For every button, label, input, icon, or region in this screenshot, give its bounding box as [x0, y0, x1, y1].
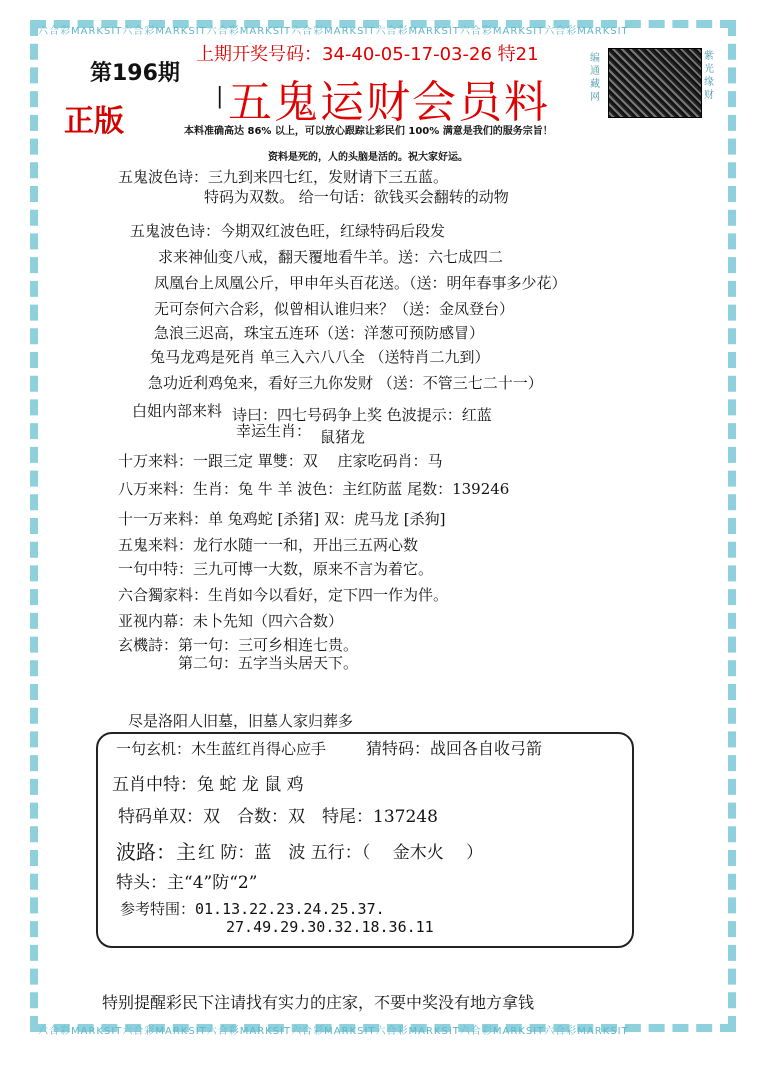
- text-line: 凤凰台上凤凰公斤，甲申年头百花送。（送：明年春事多少花）: [154, 274, 567, 292]
- text-line: 六合獨家料：生肖如今以看好，定下四一作为伴。: [118, 586, 449, 604]
- side-text-right: 紫光缘财: [704, 51, 714, 101]
- box-line: 波路：主: [116, 840, 196, 864]
- box-line: 特码单双：双 合数：双 特尾：137248: [118, 807, 438, 827]
- text-line: 一句中特：三九可博一大数，原来不言为着它。: [118, 560, 434, 578]
- qr-code-icon: [608, 48, 702, 118]
- box-line: 红 防：蓝 波 五行：（ 金木火 ）: [198, 843, 484, 863]
- text-line: 玄機詩：第一句：三可乡相连七贵。: [118, 636, 359, 654]
- side-text-left: 编通藏网: [590, 53, 600, 103]
- text-line: 急功近利鸡兔来，看好三九你发财 （送：不管三七二十一）: [148, 374, 543, 392]
- text-line: 特码为双数。 给一句话：欲钱买会翻转的动物: [204, 188, 509, 206]
- luck-note: 资料是死的，人的头脑是活的。祝大家好运。: [268, 152, 468, 163]
- edition-label: 正版: [64, 104, 124, 139]
- text-line: 急浪三迟高，珠宝五连环（送：洋葱可预防感冒）: [154, 324, 485, 342]
- title-bar: |: [216, 84, 224, 109]
- box-line: 27.49.29.30.32.18.36.11: [226, 918, 434, 936]
- box-line: 一句玄机：木生蓝红肖得心应手: [116, 740, 327, 758]
- page-title: 五鬼运财会员料: [228, 77, 550, 128]
- text-line: 兔马龙鸡是死肖 单三入六八八全 （送特肖二九到）: [150, 348, 490, 366]
- box-line: 特头：主“4”防“2”: [116, 873, 258, 893]
- text-line: 亚视内幕：未卜先知（四六合数）: [118, 612, 344, 630]
- text-line: 十一万来料：单 兔鸡蛇 [杀猪] 双：虎马龙 [杀狗]: [118, 510, 446, 528]
- box-line: 参考特围：01.13.22.23.24.25.37.: [120, 900, 385, 918]
- watermark-top: 六合彩MARKSIT六合彩MARKSIT六合彩MARKSIT六合彩MARKSIT六合彩MARKSIT六合彩MARKSIT六合彩MARKSIT: [38, 26, 629, 37]
- text-line: 十万来料：一跟三定 單雙：双 庄家吃码肖：马: [118, 452, 443, 470]
- text-line: 诗曰：四七号码争上奖 色波提示：红蓝: [232, 406, 492, 424]
- text-line: 幸运生肖：: [236, 422, 312, 440]
- text-line: 尽是洛阳人旧墓，旧墓人家归葬多: [128, 712, 354, 730]
- box-line: 五肖中特：兔 蛇 龙 鼠 鸡: [112, 775, 304, 795]
- text-line: 八万来料：生肖：兔 牛 羊 波色：主红防蓝 尾数：139246: [118, 480, 510, 498]
- text-line: 鼠猪龙: [320, 428, 366, 446]
- previous-draw: 上期开奖号码：34-40-05-17-03-26 特21: [196, 44, 539, 65]
- accuracy-note: 本料准确高达 86% 以上，可以放心跟踪让彩民们 100% 满意是我们的服务宗旨！: [184, 126, 553, 137]
- text-line: 五鬼波色诗：三九到来四七红，发财请下三五蓝。: [118, 168, 449, 186]
- issue-number: 第196期: [90, 61, 180, 86]
- text-line: 五鬼来料：龙行水随一一和，开出三五两心数: [118, 536, 419, 554]
- text-line: 无可奈何六合彩，似曾相认谁归来？（送：金凤登台）: [154, 300, 515, 318]
- footer-warning: 特别提醒彩民下注请找有实力的庄家，不要中奖没有地方拿钱: [102, 993, 535, 1012]
- text-line: 第二句：五字当头居天下。: [178, 654, 359, 672]
- box-line: 猜特码：战回各自收弓箭: [366, 739, 543, 758]
- text-line: 五鬼波色诗：今期双红波色旺，红绿特码后段发: [130, 222, 446, 240]
- text-line: 求来神仙变八戒，翻天覆地看牛羊。送：六七成四二: [158, 248, 504, 266]
- text-line: 白姐内部来料: [132, 402, 223, 420]
- watermark-bottom: 六合彩MARKSIT六合彩MARKSIT六合彩MARKSIT六合彩MARKSIT六合彩MARKSIT六合彩MARKSIT六合彩MARKSIT: [38, 1026, 629, 1037]
